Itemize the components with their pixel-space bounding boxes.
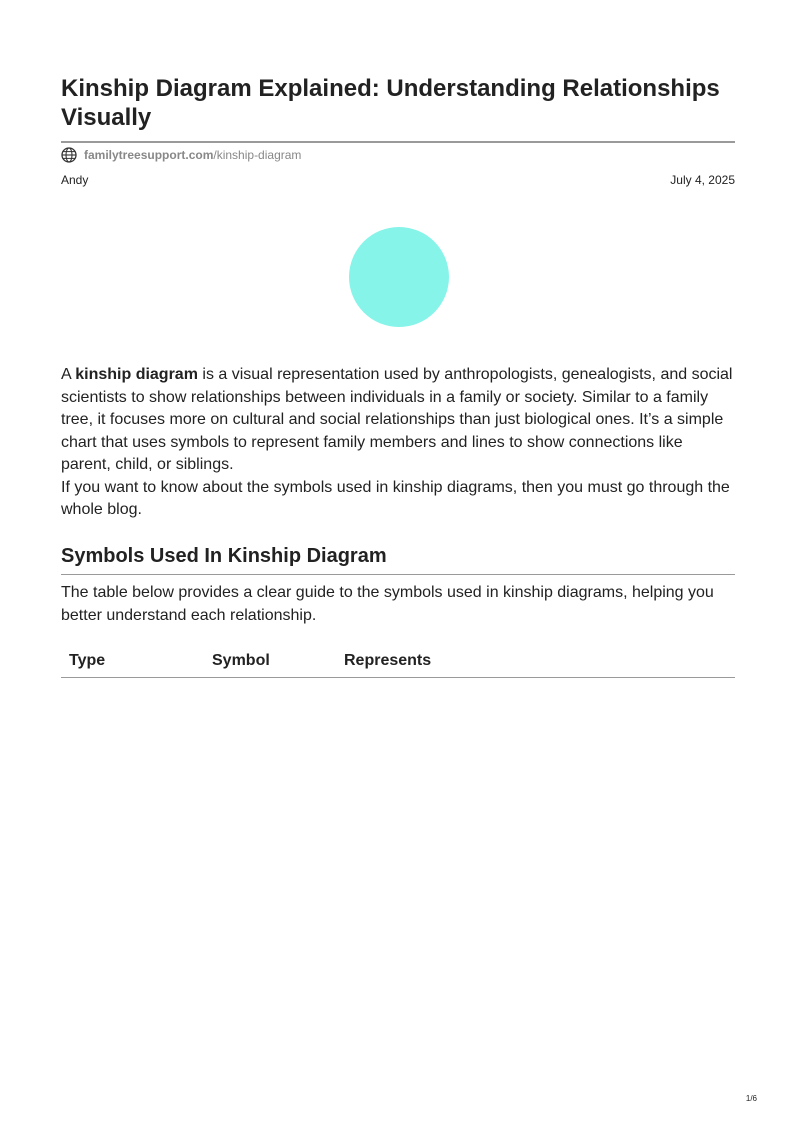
section-divider [61,574,735,575]
globe-icon [61,147,77,163]
intro-paragraph [61,364,735,477]
intro-body: is a visual representation used by anthropologists, genealogists, and social scientists to show relationships between individuals in a family or society. Similar to a family tree, it focuses more on cultural and social relationships than just biological ones. It’s a simple chart that uses symbols to represent family members and lines to show connections like parent, child, or siblings. [61,366,733,473]
intro-text [61,364,735,522]
column-header-represents: Represents [344,652,432,669]
page-number: 1/6 [745,1094,757,1103]
hero-image [349,227,449,327]
column-header-type: Type [69,652,106,669]
author-name: Andy [61,173,89,187]
kinship-diagram-term: kinship diagram [75,366,198,383]
column-header-symbol: Symbol [212,652,270,669]
title-divider [61,141,735,143]
source-link[interactable] [61,146,301,164]
source-path: /kinship-diagram [213,148,302,162]
section-description: The table below provides a clear guide to the symbols used in kinship diagrams, helping you better understand each relationship. [61,584,714,624]
intro-followup: If you want to know about the symbols used in kinship diagrams, then you must go through the whole blog. [61,478,730,518]
article-title: Kinship Diagram Explained: Understanding Relationships Visually [61,75,720,131]
publish-date: July 4, 2025 [670,173,735,187]
source-domain: familytreesupport.com [84,148,214,162]
symbols-table-header [61,648,735,678]
section-heading: Symbols Used In Kinship Diagram [61,545,387,567]
intro-lead: A [61,366,76,383]
